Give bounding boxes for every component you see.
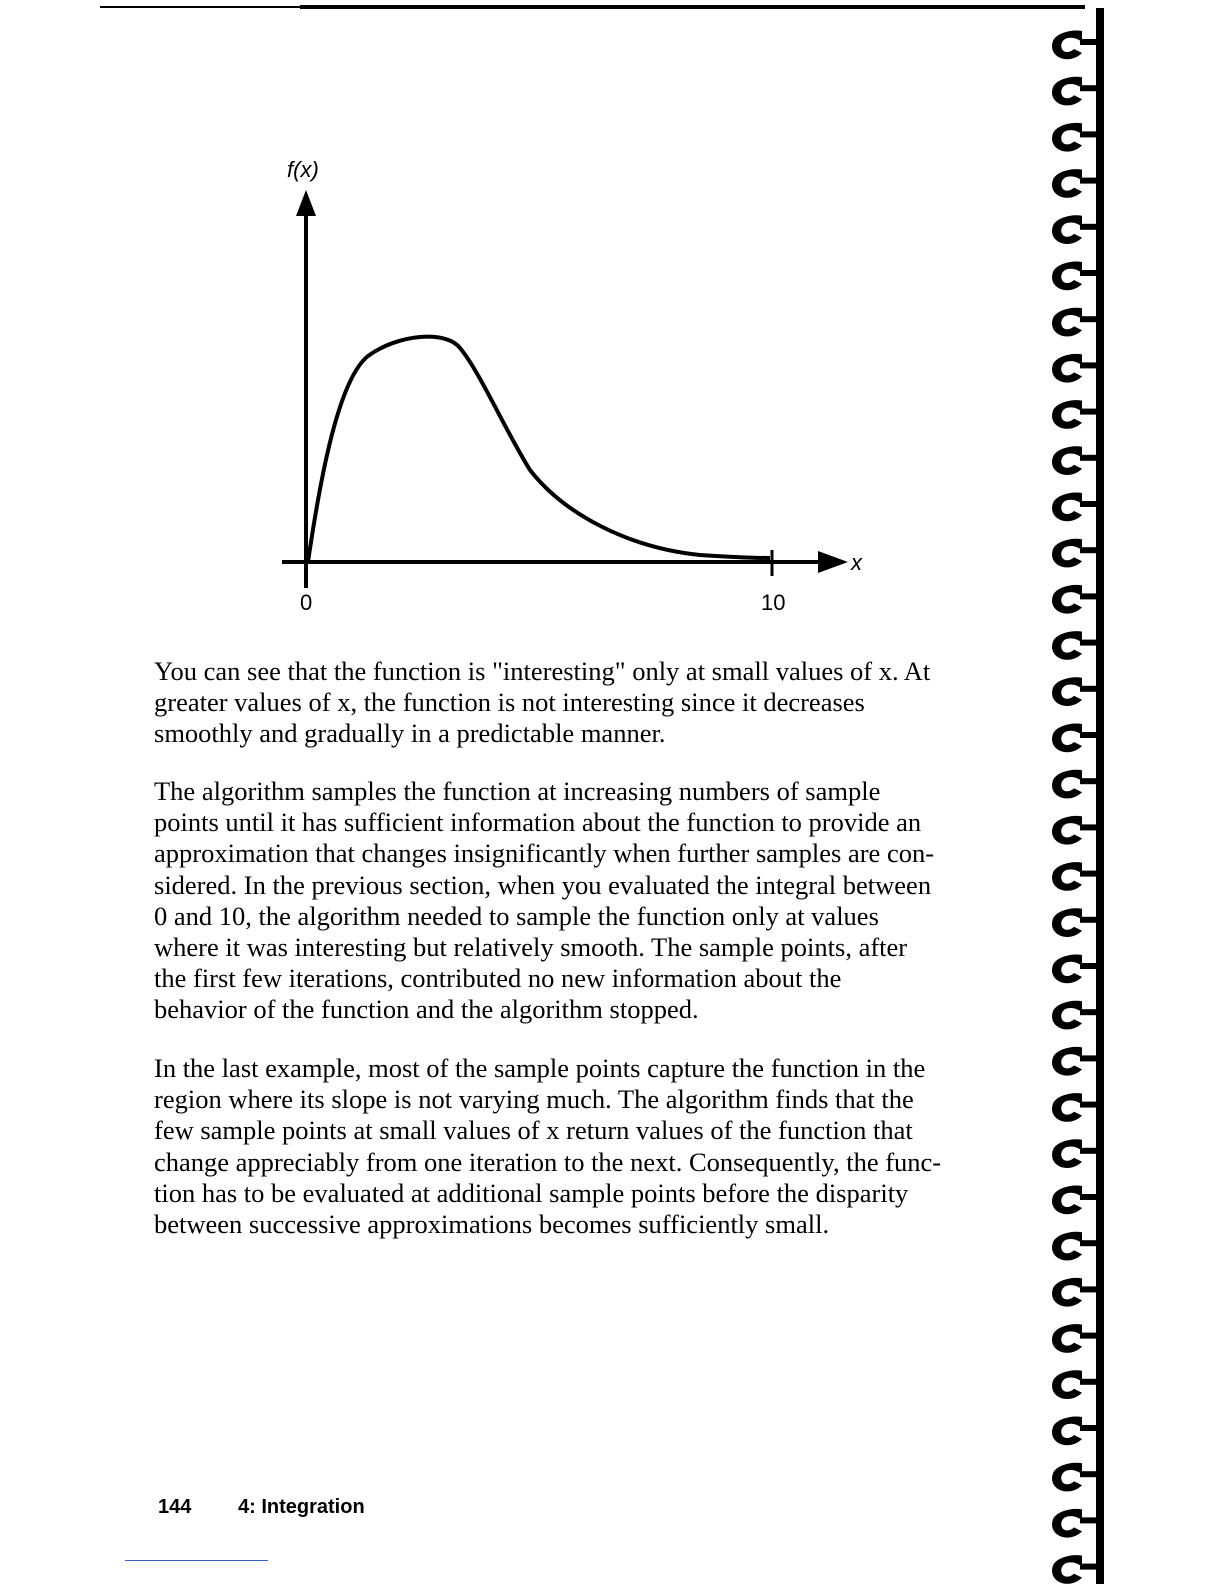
binding-ring <box>1052 816 1100 845</box>
binding-ring <box>1052 1463 1100 1492</box>
binding-ring <box>1052 400 1100 429</box>
binding-ring <box>1052 354 1100 383</box>
binding-ring <box>1052 677 1100 706</box>
binding-ring <box>1052 123 1100 152</box>
binding-ring <box>1052 1093 1100 1122</box>
y-axis-label: f(x) <box>287 157 319 182</box>
x-tick-label-10: 10 <box>761 590 786 615</box>
binding-ring <box>1052 539 1100 568</box>
binding-ring <box>1052 215 1100 244</box>
function-curve <box>308 337 770 562</box>
binding-ring <box>1052 1139 1100 1168</box>
binding-ring <box>1052 261 1100 290</box>
x-tick-label-0: 0 <box>300 590 313 615</box>
paragraph-1 <box>154 656 984 750</box>
binding-ring <box>1052 631 1100 660</box>
x-axis-arrowhead <box>818 551 848 573</box>
binding-ring <box>1052 1370 1100 1399</box>
binding-ring <box>1052 585 1100 614</box>
binding-ring <box>1052 954 1100 983</box>
x-axis-label: x <box>851 550 862 575</box>
paragraph-1-text: You can see that the function is "interesting" only at small values of x. At greater values of x, the function is not interesting since it decreases smoothly and gradually in a predictable manner. <box>154 656 931 749</box>
binding-ring <box>1052 862 1100 891</box>
binding-ring <box>1052 723 1100 752</box>
binding-edge <box>1096 8 1104 1584</box>
function-graph <box>0 0 1000 630</box>
binding-ring <box>1052 169 1100 198</box>
binding-ring <box>1052 1185 1100 1214</box>
bottom-rule <box>125 1560 268 1561</box>
binding-ring <box>1052 1278 1100 1307</box>
paragraph-3 <box>154 1053 984 1240</box>
binding-ring <box>1052 770 1100 799</box>
binding-ring <box>1052 1001 1100 1030</box>
paragraph-2 <box>154 776 984 1026</box>
binding-ring <box>1052 1324 1100 1353</box>
binding-ring <box>1052 908 1100 937</box>
binding-ring <box>1052 30 1100 59</box>
binding-ring <box>1052 1047 1100 1076</box>
binding-ring <box>1052 1509 1100 1538</box>
chapter-title: 4: Integration <box>238 1496 365 1518</box>
binding-ring <box>1052 1416 1100 1445</box>
page-footer <box>158 1496 365 1519</box>
binding-ring <box>1052 308 1100 337</box>
spiral-binding <box>1030 0 1224 1584</box>
binding-ring <box>1052 1555 1100 1584</box>
paragraph-3-text: In the last example, most of the sample points capture the function in the region where its slope is not varying much. The algorithm finds that the few sample points at small values of x return values of the function that change appreciably from one iteration to the next. Consequently, the func- tion has to be evaluated at additional sample points before the disparity between successive approximations becomes sufficiently small. <box>154 1053 942 1240</box>
binding-ring <box>1052 1232 1100 1261</box>
binding-ring <box>1052 492 1100 521</box>
binding-ring <box>1052 446 1100 475</box>
binding-ring <box>1052 77 1100 106</box>
y-axis-arrowhead <box>296 190 316 216</box>
page-number: 144 <box>158 1496 192 1518</box>
paragraph-2-text: The algorithm samples the function at increasing numbers of sample points until it has sufficient information about the function to provide an approximation that changes insignificantly when further samples are con- sidered. In the previous section, when you evaluated the integral between 0 and 10, the algorithm needed to sample the function only at values where it was interesting but relatively smooth. The sample points, after the first few iterations, contributed no new information about the behavior of the function and the algorithm stopped. <box>154 776 935 1025</box>
